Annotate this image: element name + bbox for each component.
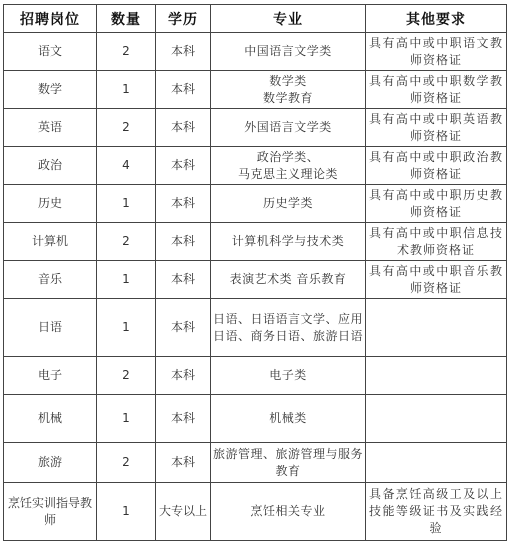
table-row (4, 261, 507, 299)
cell-requirement (366, 357, 507, 395)
cell-count: 2 (97, 109, 156, 147)
table-row (4, 483, 507, 541)
cell-count: 1 (97, 71, 156, 109)
cell-count: 2 (97, 33, 156, 71)
cell-major: 中国语言文学类 (211, 33, 366, 71)
cell-education: 本科 (156, 33, 211, 71)
cell-requirement: 具有高中或中职音乐教师资格证 (366, 261, 507, 299)
cell-count: 1 (97, 395, 156, 443)
cell-position: 机械 (4, 395, 97, 443)
cell-education: 本科 (156, 71, 211, 109)
cell-position: 英语 (4, 109, 97, 147)
table-row (4, 185, 507, 223)
cell-major: 日语、日语语言文学、应用日语、商务日语、旅游日语 (211, 299, 366, 357)
cell-major: 政治学类、 马克思主义理论类 (211, 147, 366, 185)
cell-count: 1 (97, 299, 156, 357)
recruitment-table (3, 4, 507, 541)
cell-education: 本科 (156, 147, 211, 185)
cell-position: 音乐 (4, 261, 97, 299)
cell-requirement (366, 395, 507, 443)
recruitment-table-container (3, 4, 507, 541)
cell-requirement: 具有高中或中职英语教师资格证 (366, 109, 507, 147)
header-major: 专业 (211, 5, 366, 33)
cell-major: 烹饪相关专业 (211, 483, 366, 541)
cell-position: 历史 (4, 185, 97, 223)
cell-requirement (366, 299, 507, 357)
cell-requirement: 具有高中或中职历史教师资格证 (366, 185, 507, 223)
cell-education: 本科 (156, 109, 211, 147)
cell-education: 大专以上 (156, 483, 211, 541)
table-row (4, 33, 507, 71)
cell-requirement: 具备烹饪高级工及以上技能等级证书及实践经验 (366, 483, 507, 541)
cell-position: 数学 (4, 71, 97, 109)
cell-requirement: 具有高中或中职政治教师资格证 (366, 147, 507, 185)
cell-requirement (366, 443, 507, 483)
cell-position: 语文 (4, 33, 97, 71)
table-row (4, 357, 507, 395)
cell-education: 本科 (156, 185, 211, 223)
cell-major: 外国语言文学类 (211, 109, 366, 147)
header-requirement: 其他要求 (366, 5, 507, 33)
cell-major: 数学类 数学教育 (211, 71, 366, 109)
cell-major: 表演艺术类 音乐教育 (211, 261, 366, 299)
cell-education: 本科 (156, 443, 211, 483)
cell-major: 历史学类 (211, 185, 366, 223)
cell-education: 本科 (156, 261, 211, 299)
table-body (4, 33, 507, 541)
header-education: 学历 (156, 5, 211, 33)
table-row (4, 299, 507, 357)
header-count: 数量 (97, 5, 156, 33)
table-row (4, 443, 507, 483)
cell-count: 2 (97, 357, 156, 395)
cell-count: 1 (97, 483, 156, 541)
cell-requirement: 具有高中或中职数学教师资格证 (366, 71, 507, 109)
cell-position: 电子 (4, 357, 97, 395)
table-row (4, 395, 507, 443)
cell-position: 计算机 (4, 223, 97, 261)
header-row (4, 5, 507, 33)
cell-count: 2 (97, 223, 156, 261)
cell-major: 电子类 (211, 357, 366, 395)
cell-major: 计算机科学与技术类 (211, 223, 366, 261)
table-row (4, 223, 507, 261)
table-row (4, 71, 507, 109)
cell-education: 本科 (156, 223, 211, 261)
cell-position: 日语 (4, 299, 97, 357)
cell-education: 本科 (156, 395, 211, 443)
table-row (4, 147, 507, 185)
cell-position: 旅游 (4, 443, 97, 483)
cell-requirement: 具有高中或中职信息技术教师资格证 (366, 223, 507, 261)
cell-count: 4 (97, 147, 156, 185)
cell-position: 政治 (4, 147, 97, 185)
cell-position: 烹饪实训指导教师 (4, 483, 97, 541)
cell-major: 机械类 (211, 395, 366, 443)
cell-requirement: 具有高中或中职语文教师资格证 (366, 33, 507, 71)
table-row (4, 109, 507, 147)
cell-count: 1 (97, 185, 156, 223)
cell-count: 2 (97, 443, 156, 483)
header-position: 招聘岗位 (4, 5, 97, 33)
cell-major: 旅游管理、旅游管理与服务教育 (211, 443, 366, 483)
cell-education: 本科 (156, 357, 211, 395)
cell-count: 1 (97, 261, 156, 299)
cell-education: 本科 (156, 299, 211, 357)
